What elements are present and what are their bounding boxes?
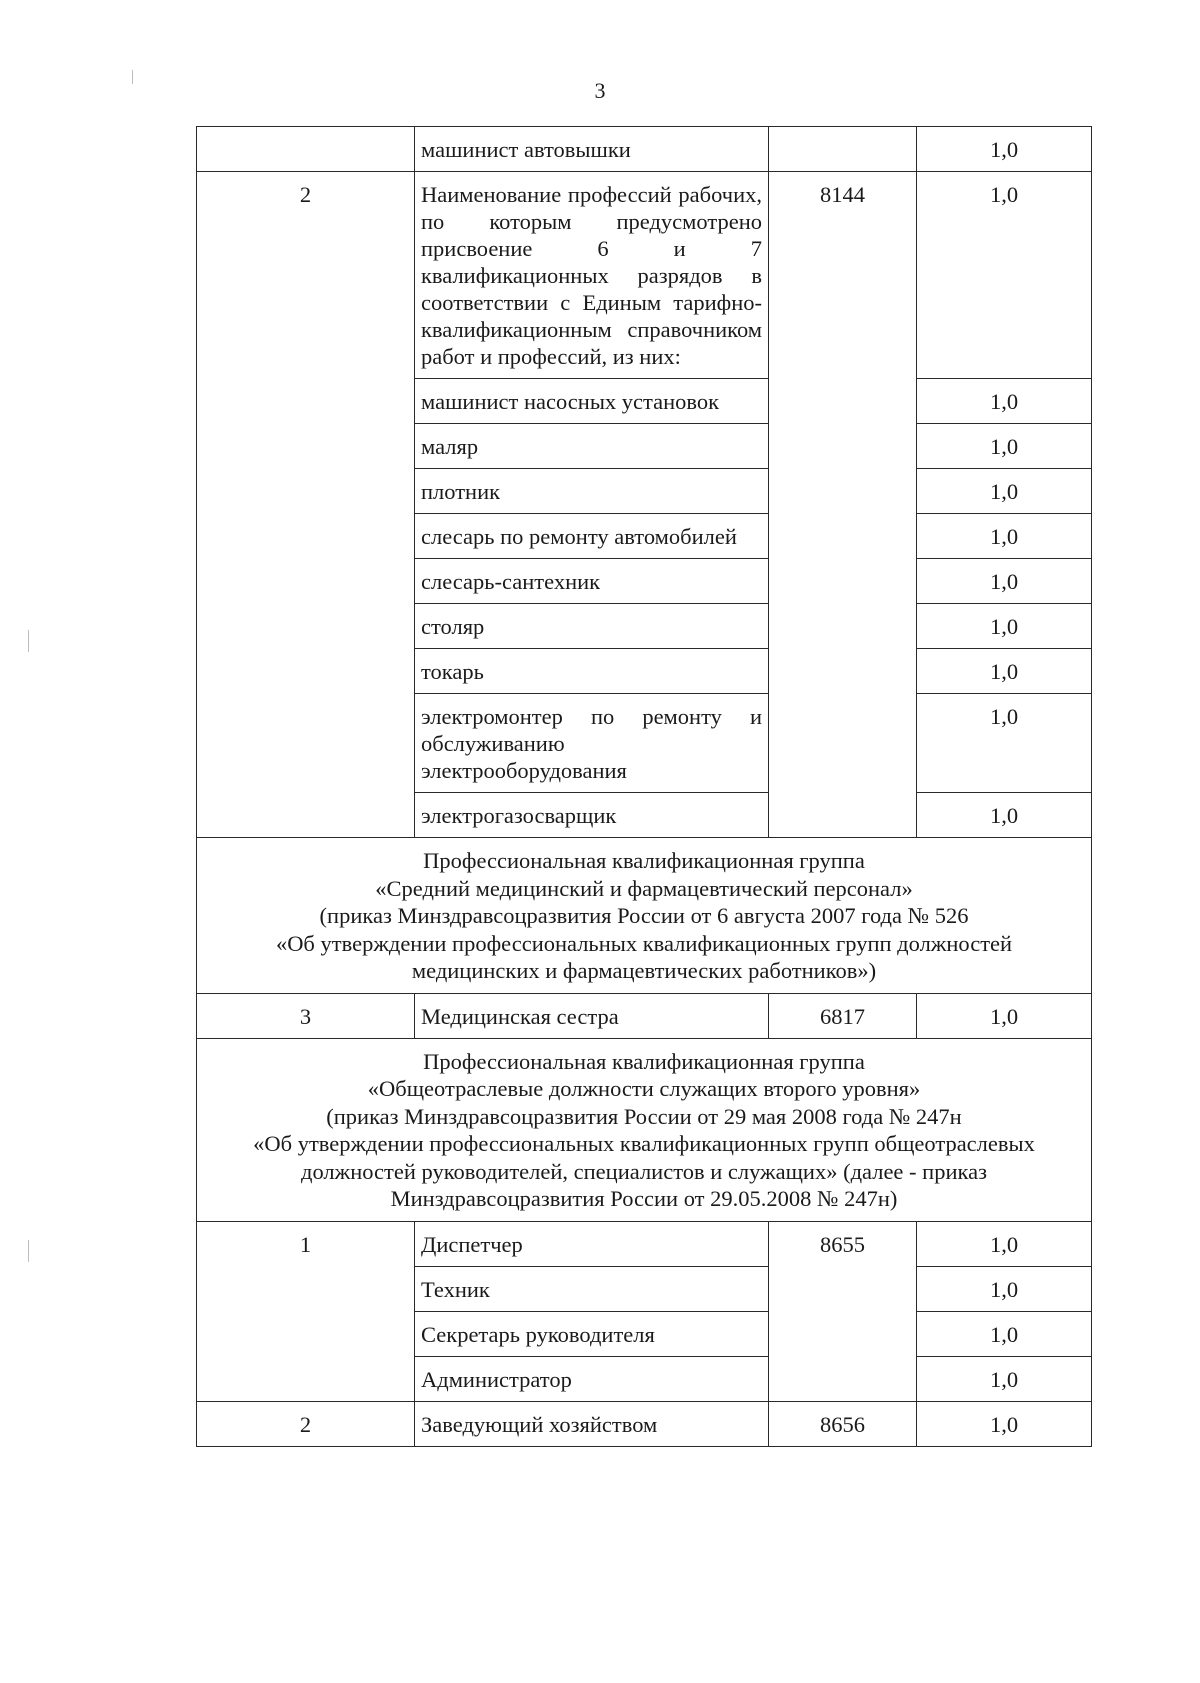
row-number: 3	[197, 993, 415, 1038]
rate-value: 1,0	[917, 469, 1092, 514]
rate-value: 1,0	[917, 1266, 1092, 1311]
position-name: электромонтер по ремонту и обслуживанию электрооборудования	[415, 694, 769, 793]
qualification-code: 8656	[769, 1401, 917, 1446]
position-name: машинист автовышки	[415, 127, 769, 172]
group-heading-line: (приказ Минздравсоцразвития России от 6 августа 2007 года № 526	[319, 903, 969, 928]
group-heading-line: «Общеотраслевые должности служащих второго уровня»	[367, 1076, 921, 1101]
group-heading-line: Профессиональная квалификационная группа	[423, 1048, 865, 1074]
rate-value: 1,0	[917, 1356, 1092, 1401]
rate-value: 1,0	[917, 127, 1092, 172]
group-header-row	[197, 838, 1092, 994]
position-name: Заведующий хозяйством	[415, 1401, 769, 1446]
group-heading-line: должностей руководителей, специалистов и служащих» (далее - приказ	[301, 1158, 987, 1184]
rate-value: 1,0	[917, 1221, 1092, 1266]
group-heading-line: (приказ Минздравсоцразвития России от 29 мая 2008 года № 247н	[326, 1103, 962, 1129]
rate-value: 1,0	[917, 649, 1092, 694]
qualification-code: 6817	[769, 993, 917, 1038]
table-row	[197, 172, 1092, 379]
position-name: столяр	[415, 604, 769, 649]
qualification-group-heading	[197, 1038, 1092, 1221]
rate-value: 1,0	[917, 379, 1092, 424]
qualification-code: 8144	[769, 172, 917, 838]
rate-value: 1,0	[917, 993, 1092, 1038]
position-name: Администратор	[415, 1356, 769, 1401]
row-number	[197, 127, 415, 172]
position-name: Диспетчер	[415, 1221, 769, 1266]
scan-mark	[132, 70, 133, 84]
rate-value: 1,0	[917, 793, 1092, 838]
rate-value: 1,0	[917, 1311, 1092, 1356]
table-row	[197, 1221, 1092, 1266]
position-name: маляр	[415, 424, 769, 469]
group-heading-line: медицинских и фармацевтических работников»)	[411, 958, 877, 983]
position-name: слесарь по ремонту автомобилей	[415, 514, 769, 559]
scan-mark	[28, 1240, 29, 1262]
group-header-row	[197, 1038, 1092, 1221]
qualification-group-heading	[197, 838, 1092, 994]
staffing-table	[196, 126, 1092, 1447]
table-row	[197, 993, 1092, 1038]
row-number: 2	[197, 1401, 415, 1446]
rate-value: 1,0	[917, 1401, 1092, 1446]
position-name: токарь	[415, 649, 769, 694]
group-heading-line: Минздравсоцразвития России от 29.05.2008 № 247н)	[390, 1186, 898, 1211]
position-name: машинист насосных установок	[415, 379, 769, 424]
row-number: 1	[197, 1221, 415, 1401]
rate-value: 1,0	[917, 694, 1092, 793]
group-heading-line: «Средний медицинский и фармацевтический персонал»	[375, 875, 913, 901]
position-name: электрогазосварщик	[415, 793, 769, 838]
page-number: 3	[594, 78, 606, 103]
position-name: Медицинская сестра	[415, 993, 769, 1038]
table-row	[197, 127, 1092, 172]
position-name: плотник	[415, 469, 769, 514]
position-name: Секретарь руководителя	[415, 1311, 769, 1356]
row-number: 2	[197, 172, 415, 838]
rate-value: 1,0	[917, 514, 1092, 559]
rate-value: 1,0	[917, 172, 1092, 379]
group-heading-line: Профессиональная квалификационная группа	[423, 848, 865, 873]
qualification-code: 8655	[769, 1221, 917, 1401]
position-name: Техник	[415, 1266, 769, 1311]
rate-value: 1,0	[917, 559, 1092, 604]
group-heading-line: «Об утверждении профессиональных квалификационных групп общеотраслевых	[253, 1131, 1035, 1156]
position-name: Наименование профессий рабочих, по которым предусмотрено присвоение 6 и 7 квалификационных разрядов в соответствии с Единым тарифно-квалификационным справочником работ и профессий, из них:	[415, 172, 769, 379]
qualification-code	[769, 127, 917, 172]
rate-value: 1,0	[917, 604, 1092, 649]
position-name: слесарь-сантехник	[415, 559, 769, 604]
scan-mark	[28, 630, 29, 652]
group-heading-line: «Об утверждении профессиональных квалификационных групп должностей	[275, 930, 1013, 956]
rate-value: 1,0	[917, 424, 1092, 469]
table-row	[197, 1401, 1092, 1446]
